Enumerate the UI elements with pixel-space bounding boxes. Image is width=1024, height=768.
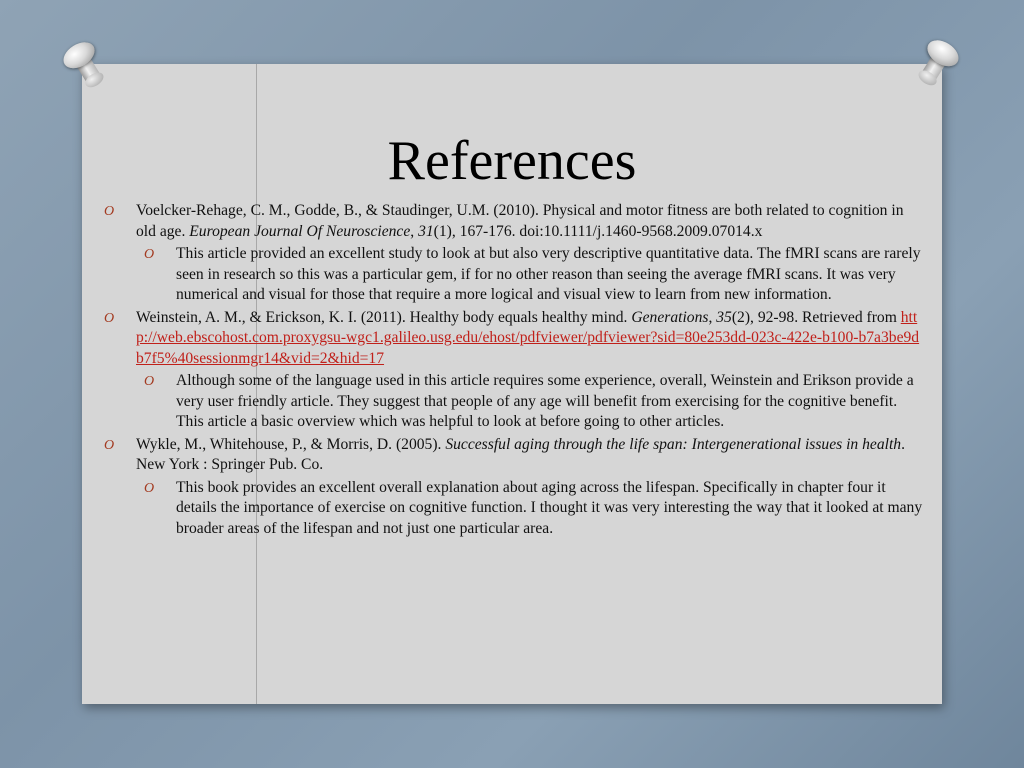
bullet-icon: O: [104, 437, 115, 453]
citation-text: Voelcker-Rehage, C. M., Godde, B., & Staudinger, U.M. (2010). Physical and motor fitness are both related to cognition in old age.: [136, 202, 904, 240]
bullet-icon: O: [144, 480, 155, 496]
journal-volume: 35: [716, 308, 732, 326]
citation-sep: ,: [708, 308, 717, 326]
reference-item: [104, 308, 924, 370]
citation-text: Weinstein, A. M., & Erickson, K. I. (2011). Healthy body equals healthy mind.: [136, 308, 632, 326]
citation-sep: ,: [410, 222, 419, 240]
annotation-item: [104, 371, 924, 433]
book-title: Successful aging through the life span: Intergenerational issues in health: [445, 435, 902, 453]
reference-link[interactable]: http://web.ebscohost.com.proxygsu-wgc1.galileo.usg.edu/ehost/pdfviewer/pdfviewer?sid=80e253dd-023c-422e-b100-b7a3be9db7f5%40sessionmgr14&vid=2&hid=17: [136, 308, 920, 367]
journal-title: European Journal Of Neuroscience: [189, 222, 411, 240]
annotation-text: Although some of the language used in this article requires some experience, overall, Weinstein and Erikson provide a very user friendly article. They suggest that people of any age will benefit from exercising for the cognitive benefit. This article a basic overview which was helpful to look at before going to other articles.: [176, 372, 914, 430]
annotation-text: This book provides an excellent overall explanation about aging across the lifespan. Specifically in chapter four it details the importance of exercise on cognitive function. I thought it was very interesting the way that it looked at many broader areas of the lifespan and not just one particular area.: [176, 478, 923, 537]
bullet-icon: O: [144, 374, 155, 389]
citation-text: . New York : Springer Pub. Co.: [136, 435, 906, 473]
annotation-item: [104, 478, 924, 540]
reference-item: [104, 201, 924, 242]
annotation-text: This article provided an excellent study to look at but also very descriptive quantitative data. The fMRI scans are rarely seen in research so this was a particular gem, if for no other reason than seeing the average fMRI scans. It was very numerical and visual for those that require a more logical and visual view to learn from new information.: [176, 245, 921, 303]
journal-volume: 31: [418, 222, 434, 240]
slide-title: References: [387, 130, 637, 192]
bullet-icon: O: [104, 204, 115, 219]
reference-item: [104, 435, 924, 476]
citation-text: Wykle, M., Whitehouse, P., & Morris, D. (2005).: [136, 435, 446, 453]
citation-text: (1), 167-176. doi:10.1111/j.1460-9568.2009.07014.x: [433, 222, 763, 240]
journal-title: Generations: [631, 308, 709, 326]
annotation-item: [104, 244, 924, 306]
citation-text: (2), 92-98. Retrieved from: [731, 308, 901, 326]
reference-list: [104, 201, 924, 541]
bullet-icon: O: [144, 247, 155, 262]
bullet-icon: O: [104, 310, 115, 326]
